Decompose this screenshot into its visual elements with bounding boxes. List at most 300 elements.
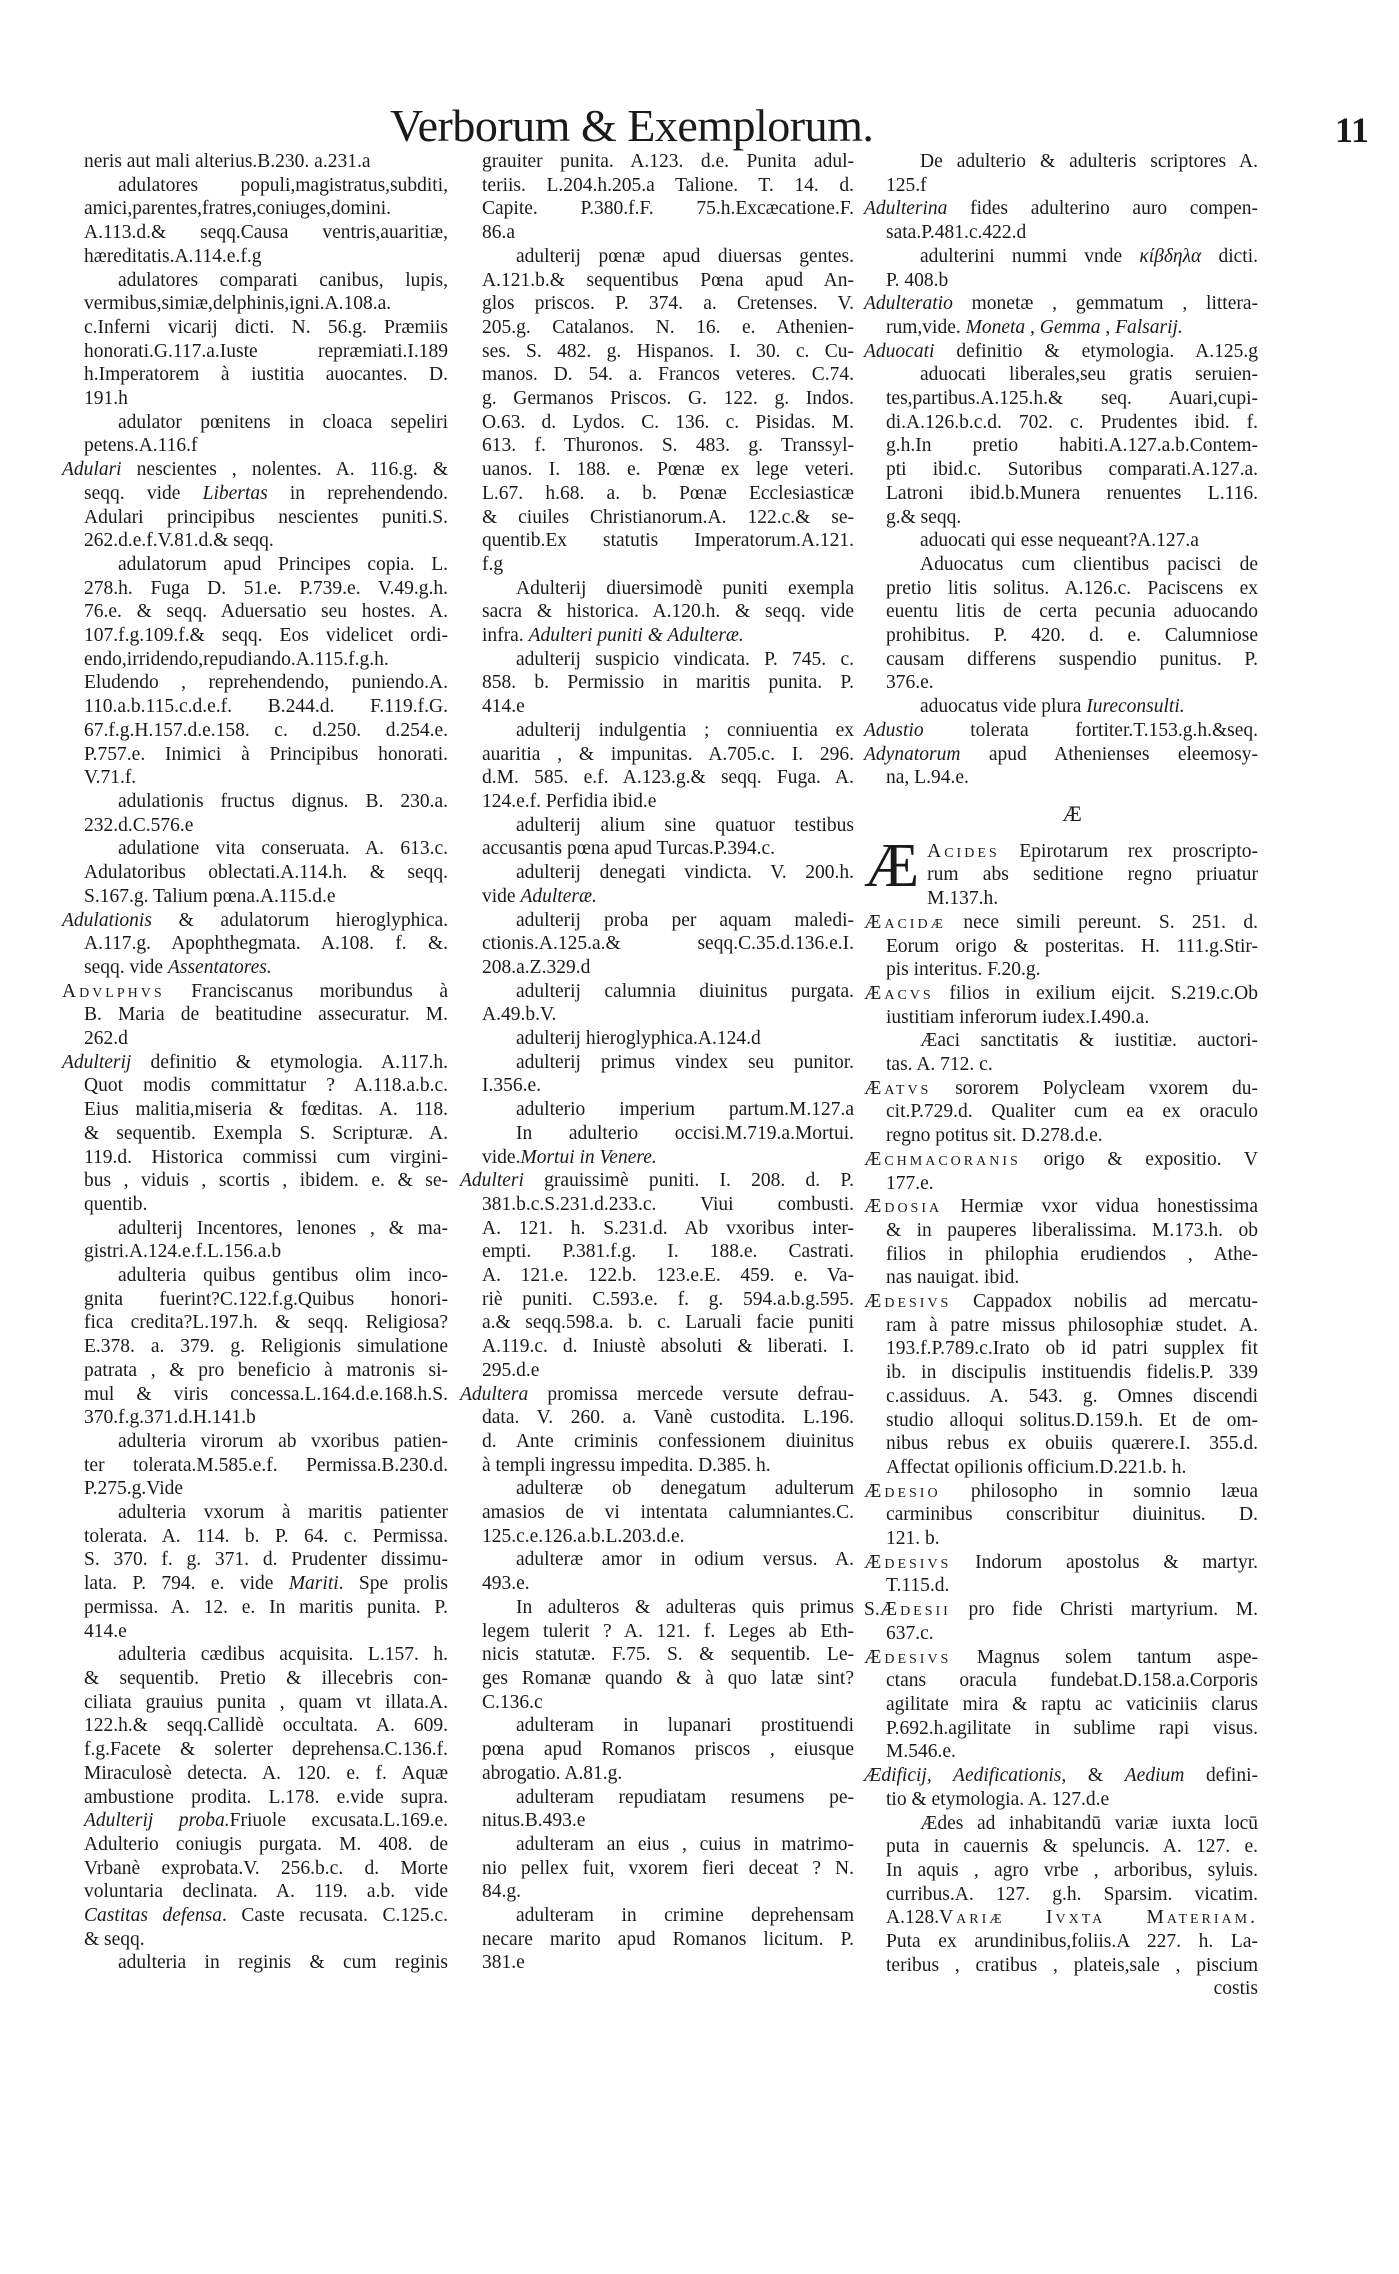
index-text: S. xyxy=(864,1599,880,1621)
index-line: pretio litis solitus. A.126.c. Paciscens ex xyxy=(886,577,1258,599)
index-line: 232.d.C.576.e xyxy=(84,814,194,836)
index-line: cit.P.729.d. Qualiter cum ea ex oraculo xyxy=(886,1101,1258,1123)
index-line: adulteria vxorum à maritis patienter xyxy=(118,1502,448,1524)
index-line: adulatorum apud Principes copia. L. xyxy=(118,553,448,575)
index-line: adulterij suspicio vindicata. P. 745. c. xyxy=(516,648,854,670)
index-line: agilitate mira & raptu ac vaticiniis clarus xyxy=(886,1694,1258,1715)
index-line: fica credita?L.197.h. & seqq. Religiosa? xyxy=(84,1312,448,1334)
index-line: 177.e. xyxy=(886,1172,934,1194)
index-line: g.h.In pretio habiti.A.127.a.b.Contem- xyxy=(886,435,1258,457)
index-line: ter tolerata.M.585.e.f. Permissa.B.230.d. xyxy=(84,1454,448,1476)
index-headword: Adulterij xyxy=(62,1051,132,1073)
index-line: na, L.94.e. xyxy=(886,767,969,789)
index-text: vide. xyxy=(482,1146,521,1168)
index-line: tas. A. 712. c. xyxy=(886,1054,993,1076)
index-line: Adulari principibus nescientes puniti.S. xyxy=(84,506,448,528)
index-line: rum abs seditione regno priuatur xyxy=(927,864,1258,886)
index-line: iustitiam inferorum iudex.I.490.a. xyxy=(886,1006,1150,1028)
index-headword: Adulterina xyxy=(864,198,948,220)
index-text: pro fide Christi martyrium. M. xyxy=(950,1599,1258,1621)
index-headword: Adulterij proba. xyxy=(84,1810,230,1832)
index-line xyxy=(864,1290,1258,1314)
index-headword: Ædesivs xyxy=(864,1291,952,1313)
index-line xyxy=(864,197,1258,221)
index-line xyxy=(864,1077,1258,1101)
index-text: seqq. vide xyxy=(84,956,168,978)
index-line: 376.e. xyxy=(886,672,934,694)
index-text: definitio & etymologia. A.117.h. xyxy=(131,1051,448,1073)
index-line: euentu litis de certa pecunia aduocando xyxy=(886,601,1258,623)
index-line xyxy=(84,1572,448,1596)
index-line: Miraculosè detecta. A. 120. e. f. Aquæ xyxy=(84,1762,448,1784)
index-line: regno potitus sit. D.278.d.e. xyxy=(886,1125,1103,1147)
index-line xyxy=(482,885,854,909)
index-line: B. Maria de beatitudine assecuratur. M. xyxy=(84,1004,448,1026)
index-line: ambustione prodita. L.178. e.vide supra. xyxy=(84,1786,448,1808)
index-column-3 xyxy=(864,150,1259,2001)
index-line: amasios de vi intentata calumniantes.C. xyxy=(482,1502,854,1524)
index-headword: Moneta , Gemma , Falsarij. xyxy=(965,316,1183,338)
index-headword: Adulationis xyxy=(62,909,152,931)
index-line: ctans oracula fundebat.D.158.a.Corporis xyxy=(886,1670,1258,1692)
index-headword: Assentatores. xyxy=(167,956,272,978)
index-line: teriis. L.204.h.205.a Talione. T. 14. d. xyxy=(482,174,854,196)
index-line: Puta ex arundinibus,foliis.A 227. h. La- xyxy=(886,1931,1258,1953)
index-line: nitus.B.493.e xyxy=(482,1810,586,1832)
index-text: nece simili pereunt. S. 251. d. xyxy=(946,911,1258,933)
index-line: tes,partibus.A.125.h.& seq. Auari,cupi- xyxy=(886,388,1258,410)
index-headword: Variæ Ivxta Materiam. xyxy=(939,1907,1258,1929)
index-line: carminibus conscribitur diuinitus. D. xyxy=(886,1504,1258,1526)
index-line xyxy=(62,909,448,933)
index-line: A.117.g. Apophthegmata. A.108. f. &. xyxy=(84,933,448,955)
index-line: endo,irridendo,repudiando.A.115.f.g.h. xyxy=(84,648,389,670)
index-headword: Ædesivs xyxy=(864,1646,952,1668)
index-text: . Caste recusata. C.125.c. xyxy=(222,1905,448,1927)
index-text: fides adulterino auro compen- xyxy=(947,198,1258,220)
index-line: In adulteros & adulteras quis primus xyxy=(516,1596,854,1618)
index-line: legem tulerit ? A. 121. f. Leges ab Eth- xyxy=(482,1620,854,1642)
index-column-1 xyxy=(62,150,448,1975)
index-headword: Iureconsulti. xyxy=(1086,696,1185,718)
index-line: adulterij hieroglyphica.A.124.d xyxy=(516,1028,761,1050)
index-line: adulteria virorum ab vxoribus patien- xyxy=(118,1430,448,1452)
index-line: adulterij calumnia diuinitus purgata. xyxy=(516,980,854,1002)
index-line: d. Ante criminis confessionem diuinitus xyxy=(482,1430,854,1452)
index-headword: Castitas defensa xyxy=(84,1905,223,1927)
index-text: tolerata fortiter.T.153.g.h.&seq. xyxy=(923,719,1258,741)
index-line: & ciuiles Christianorum.A. 122.c.& se- xyxy=(482,506,854,528)
index-text: adulterini nummi vnde xyxy=(920,245,1140,267)
index-line: f.g.Facete & solerter deprehensa.C.136.f. xyxy=(84,1739,448,1761)
index-headword: Aedium xyxy=(1124,1765,1185,1787)
index-line xyxy=(84,1904,448,1928)
index-line: a.& seqq.598.a. b. c. Laruali facie puniti xyxy=(482,1312,854,1334)
index-line: V.71.f. xyxy=(84,767,137,789)
index-line xyxy=(864,340,1258,364)
index-line: adulterij denegati vindicta. V. 200.h. xyxy=(516,862,854,884)
index-line: 637.c. xyxy=(886,1622,934,1644)
index-line: adulterij indulgentia ; conniuentia ex xyxy=(516,719,854,741)
index-line: causam differens suspendio punitus. P. xyxy=(886,648,1258,670)
index-line: bus , viduis , scortis , ibidem. e. & se- xyxy=(84,1170,448,1192)
index-line: neris aut mali alterius.B.230. a.231.a xyxy=(84,151,371,172)
index-line: In aquis , agro vrbe , arboribus, syluis. xyxy=(886,1859,1258,1881)
index-line: sata.P.481.c.422.d xyxy=(886,222,1027,244)
index-line: Aduocatus cum clientibus pacisci de xyxy=(920,553,1258,575)
index-text: grauissimè puniti. I. 208. d. P. xyxy=(523,1170,854,1192)
index-line xyxy=(864,1598,1258,1622)
index-line: Ædes ad inhabitandū variæ iuxta locū xyxy=(920,1812,1258,1834)
index-headword: Adulteri xyxy=(460,1170,524,1192)
index-line: 125.f xyxy=(886,174,927,196)
index-line: & in pauperes liberalissima. M.173.h. ob xyxy=(886,1219,1258,1241)
index-line: T.115.d. xyxy=(886,1575,950,1597)
index-line: à templi ingressu impedita. D.385. h. xyxy=(482,1454,771,1476)
index-headword: Ædesivs xyxy=(864,1551,952,1573)
index-line: curribus.A. 127. g.h. Sparsim. vicatim. xyxy=(886,1883,1258,1905)
index-text: Epirotarum rex proscripto- xyxy=(999,840,1258,862)
index-headword: Aduocati xyxy=(864,340,935,362)
index-text: Cappadox nobilis ad mercatu- xyxy=(951,1291,1258,1313)
index-text: Hermiæ vxor vidua honestissima xyxy=(942,1196,1258,1218)
index-headword: Libertas xyxy=(202,482,268,504)
index-text: infra. xyxy=(482,625,529,647)
index-line: filios in philophia erudiendos , Athe- xyxy=(886,1243,1258,1265)
index-line: 381.e xyxy=(482,1952,525,1974)
index-line: quentib. xyxy=(84,1193,148,1215)
index-line: 125.c.e.126.a.b.L.203.d.e. xyxy=(482,1525,685,1547)
index-line xyxy=(886,316,1258,340)
index-line: h.Imperatorem à iustitia auocantes. D. xyxy=(84,364,448,386)
index-line xyxy=(864,719,1258,743)
index-line: 414.e xyxy=(482,696,525,718)
index-line xyxy=(864,911,1258,935)
index-line: Eludendo , reprehendendo, puniendo.A. xyxy=(84,672,448,694)
index-line: adulatione vita conseruata. A. 613.c. xyxy=(118,838,448,860)
index-line: pis interitus. F.20.g. xyxy=(886,959,1041,981)
index-text: . Spe prolis xyxy=(338,1573,448,1595)
index-line xyxy=(864,1551,1258,1575)
index-line: 205.g. Catalanos. N. 16. e. Athenien- xyxy=(482,316,854,338)
index-line: aduocati qui esse nequeant?A.127.a xyxy=(920,530,1199,552)
index-line: S.167.g. Talium pœna.A.115.d.e xyxy=(84,885,336,907)
index-line: 208.a.Z.329.d xyxy=(482,956,591,978)
index-headword: Adulari xyxy=(62,459,122,481)
index-line: S. 370. f. g. 371. d. Prudenter dissimu- xyxy=(84,1549,448,1571)
index-line: di.A.126.b.c.d. 702. c. Prudentes ibid. f. xyxy=(886,411,1258,433)
index-line: adulteria quibus gentibus olim inco- xyxy=(118,1265,448,1287)
index-headword: Ædesii xyxy=(879,1599,951,1621)
drop-cap: Æ xyxy=(864,831,920,900)
index-line: 414.e xyxy=(84,1620,127,1642)
index-line xyxy=(886,1906,1258,1930)
index-text: nescientes , nolentes. A. 116.g. & xyxy=(121,459,448,481)
index-line: 858. b. Permissio in maritis punita. P. xyxy=(482,672,854,694)
index-text: Franciscanus moribundus à xyxy=(164,980,448,1002)
index-line: A.119.c. d. Iniustè absoluti & liberati. I. xyxy=(482,1336,854,1358)
index-text: apud Athenienses eleemosy- xyxy=(960,743,1258,765)
index-line: adulterij proba per aquam maledi- xyxy=(516,909,854,931)
index-line: In adulterio occisi.M.719.a.Mortui. xyxy=(516,1122,854,1144)
index-line: f.g xyxy=(482,553,504,575)
index-line xyxy=(864,743,1258,767)
index-line: ctionis.A.125.a.& seqq.C.35.d.136.e.I. xyxy=(482,933,854,955)
index-line: 381.b.c.S.231.d.233.c. Viui combusti. xyxy=(482,1193,854,1215)
index-line: 119.d. Historica commissi cum virgini- xyxy=(84,1146,448,1168)
index-line: nio pellex fuit, vxorem fieri deceat ? N. xyxy=(482,1857,854,1879)
index-line: O.63. d. Lydos. C. 136. c. Pisidas. M. xyxy=(482,411,854,433)
index-line: 295.d.e xyxy=(482,1359,540,1381)
index-text: definitio & etymologia. A.125.g xyxy=(934,340,1258,362)
index-line: c.assiduus. A. 543. g. Omnes discendi xyxy=(886,1385,1258,1407)
index-line: & seqq. xyxy=(84,1928,145,1950)
index-text: vide xyxy=(482,885,521,907)
index-headword: Æacidæ xyxy=(864,911,947,933)
index-text: sororem Polycleam vxorem du- xyxy=(931,1077,1258,1099)
index-headword: Mortui in Venere. xyxy=(520,1146,657,1168)
index-line: tio & etymologia. A. 127.d.e xyxy=(886,1788,1110,1810)
index-line: pœna apud Romanos priscos , eiusque xyxy=(482,1739,854,1761)
index-line: adulteram in crimine deprehensam xyxy=(516,1905,854,1927)
index-headword: Æatvs xyxy=(864,1077,932,1099)
index-line: Eius malitia,miseria & fœditas. A. 118. xyxy=(84,1099,448,1121)
index-line: adulterij pœnæ apud diuersas gentes. xyxy=(516,245,854,267)
index-text: in reprehendendo. xyxy=(267,482,448,504)
index-line: abrogatio. A.81.g. xyxy=(482,1762,623,1784)
index-line: adulteria cædibus acquisita. L.157. h. xyxy=(118,1644,448,1666)
index-line xyxy=(84,482,448,506)
index-headword: Advlphvs xyxy=(62,980,165,1002)
index-line: Latroni ibid.b.Munera renuentes L.116. xyxy=(886,482,1258,504)
index-line xyxy=(864,1195,1258,1219)
index-headword: Æchmacoranis xyxy=(864,1148,1021,1170)
index-line: P.275.g.Vide xyxy=(84,1478,184,1500)
index-text: philosopho in somnio læua xyxy=(940,1480,1258,1502)
index-line: adulteram an eius , cuius in matrimo- xyxy=(516,1833,854,1855)
index-line: prohibitus. P. 420. d. e. Calumniose xyxy=(886,625,1258,647)
index-line: tolerata. A. 114. b. P. 64. c. Permissa. xyxy=(84,1525,448,1547)
index-line xyxy=(864,292,1258,316)
index-line: 193.f.P.789.c.Irato ob id patri supplex fit xyxy=(886,1338,1258,1360)
index-line: gistri.A.124.e.f.L.156.a.b xyxy=(84,1241,282,1263)
index-line: Æaci sanctitatis & iustitiæ. auctori- xyxy=(920,1030,1258,1052)
index-line: permissa. A. 12. e. In maritis punita. P. xyxy=(84,1596,448,1618)
index-line: g. Germanos Priscos. G. 122. g. Indos. xyxy=(482,388,854,410)
index-line: P.757.e. Inimici à Principibus honorati. xyxy=(84,743,448,765)
index-headword: Adultera xyxy=(460,1383,529,1405)
index-line: & sequentib. Exempla S. Scripturæ. A. xyxy=(84,1122,448,1144)
index-line: adulteræ amor in odium versus. A. xyxy=(516,1549,854,1571)
index-line: mul & viris concessa.L.164.d.e.168.h.S. xyxy=(84,1383,448,1405)
index-line: grauiter punita. A.123. d.e. Punita adul- xyxy=(482,151,854,172)
index-line: Adulterio coniugis purgata. M. 408. de xyxy=(84,1833,448,1855)
index-line: A.121.b.& sequentibus Pœna apud An- xyxy=(482,269,854,291)
index-line xyxy=(864,1148,1258,1172)
index-line: Adulterij diuersimodè puniti exempla xyxy=(516,577,854,599)
index-line: A. 121.e. 122.b. 123.e.E. 459. e. Va- xyxy=(482,1265,854,1287)
index-line: 67.f.g.H.157.d.e.158. c. d.250. d.254.e. xyxy=(84,719,448,741)
index-line: 86.a xyxy=(482,222,516,244)
index-line xyxy=(62,980,448,1004)
index-line: ges Romanæ quando & à quo latæ sint? xyxy=(482,1668,854,1689)
index-line: patrata , & pro beneficio à matronis si- xyxy=(84,1359,448,1381)
index-text: promissa mercede versute defrau- xyxy=(528,1383,854,1405)
index-line: quentib.Ex statutis Imperatorum.A.121. xyxy=(482,530,854,552)
index-line: 124.e.f. Perfidia ibid.e xyxy=(482,790,657,812)
index-line: amici,parentes,fratres,coniuges,domini. xyxy=(84,198,392,220)
index-headword: Acides xyxy=(927,840,1000,862)
index-line: 191.h xyxy=(84,388,128,410)
index-line: E.378. a. 379. g. Religionis simulatione xyxy=(84,1336,448,1358)
index-text: A.128. xyxy=(886,1907,940,1929)
index-line xyxy=(886,245,1258,269)
index-line: 84.g. xyxy=(482,1881,521,1903)
section-letter-heading: Æ xyxy=(1062,800,1082,826)
index-line: adulteram in lupanari prostituendi xyxy=(516,1715,854,1737)
index-line: studio alloqui solitus.D.159.h. Et de om- xyxy=(886,1409,1258,1431)
index-line xyxy=(62,1051,448,1075)
running-title: Verborum & Exemplorum. xyxy=(390,100,874,151)
index-line: adulterij Incentores, lenones , & ma- xyxy=(118,1217,448,1239)
index-line: adulterij alium sine quatuor testibus xyxy=(516,814,854,836)
index-line xyxy=(482,1146,854,1170)
index-line: Capite. P.380.f.F. 75.h.Excæcatione.F. xyxy=(482,198,854,220)
page-number: 11 xyxy=(1335,110,1370,150)
index-headword: Adynatorum xyxy=(864,743,961,765)
index-headword: Ædosia xyxy=(864,1196,943,1218)
index-line: Affectat opilionis officium.D.221.b. h. xyxy=(886,1456,1187,1478)
index-line: adulteram repudiatam resumens pe- xyxy=(516,1786,854,1808)
index-line: hæreditatis.A.114.e.f.g xyxy=(84,245,262,267)
index-column-2 xyxy=(460,150,854,1975)
index-headword: Adulteræ. xyxy=(520,885,597,907)
index-line: adulterio imperium partum.M.127.a xyxy=(516,1099,854,1121)
index-line xyxy=(62,458,448,482)
index-line: adulteræ ob denegatum adulterum xyxy=(516,1478,854,1500)
index-headword: Adulteratio xyxy=(864,293,953,315)
index-line: 110.a.b.115.c.d.e.f. B.244.d. F.119.f.G. xyxy=(84,696,448,718)
index-line: 107.f.g.109.f.& seqq. Eos videlicet ordi- xyxy=(84,625,448,647)
index-line: Quot modis committatur ? A.118.a.b.c. xyxy=(84,1075,448,1097)
index-text: monetæ , gemmatum , littera- xyxy=(952,293,1258,315)
index-line: ib. in discipulis instituendis fidelis.P. 339 xyxy=(886,1362,1258,1384)
index-line xyxy=(84,956,448,980)
index-line: 613. f. Thuronos. S. 483. g. Transsyl- xyxy=(482,435,854,457)
index-line: gnita fuerint?C.122.f.g.Quibus honori- xyxy=(84,1288,448,1310)
index-line: & sequentib. Pretio & illecebris con- xyxy=(84,1668,448,1689)
index-line: data. V. 260. a. Vanè custodita. L.196. xyxy=(482,1407,854,1429)
index-line: M.137.h. xyxy=(927,888,999,910)
index-line: I.356.e. xyxy=(482,1075,542,1097)
index-line: adulationis fructus dignus. B. 230.a. xyxy=(118,790,448,812)
index-line: Eorum origo & posteritas. H. 111.g.Stir- xyxy=(886,935,1258,957)
index-line xyxy=(864,1480,1258,1504)
index-text: origo & expositio. V xyxy=(1020,1148,1258,1170)
index-headword: Æacvs xyxy=(864,982,934,1004)
index-headword: Ædificij, Aedificationis, xyxy=(864,1765,1067,1787)
index-line: accusantis pœna apud Turcas.P.394.c. xyxy=(482,838,776,860)
index-line xyxy=(460,1169,854,1193)
index-line: ram à patre missus philosophiæ studet. A. xyxy=(886,1314,1258,1336)
index-line: 370.f.g.371.d.H.141.b xyxy=(84,1407,256,1429)
index-line: Vrbanè exprobata.V. 256.b.c. d. Morte xyxy=(84,1857,448,1879)
index-line: empti. P.381.f.g. I. 188.e. Castrati. xyxy=(482,1241,854,1263)
index-text: filios in exilium eijcit. S.219.c.Ob xyxy=(933,982,1258,1004)
index-line: nibus rebus ex obuiis quærere.I. 355.d. xyxy=(886,1433,1258,1455)
index-line xyxy=(864,1646,1258,1670)
index-line: c.Inferni vicarij dicti. N. 56.g. Præmiis xyxy=(84,316,448,338)
index-line: aduocati liberales,seu gratis seruien- xyxy=(920,364,1258,386)
index-line: costis xyxy=(1213,1978,1258,2000)
index-text: Friuole excusata.L.169.e. xyxy=(229,1810,448,1832)
index-line xyxy=(460,1383,854,1407)
index-text: rum,vide. xyxy=(886,316,966,338)
index-line: manos. D. 54. a. Francos veteres. C.74. xyxy=(482,364,854,386)
index-line: C.136.c xyxy=(482,1691,543,1713)
index-line xyxy=(482,624,854,648)
index-line: necare marito apud Romanos licitum. P. xyxy=(482,1928,854,1950)
index-text: seqq. vide xyxy=(84,482,203,504)
index-line: adulatores populi,magistratus,subditi, xyxy=(118,174,448,196)
index-headword: Ædesio xyxy=(864,1480,941,1502)
index-line: 493.e. xyxy=(482,1573,530,1595)
index-line: A.113.d.& seqq.Causa ventris,auaritiæ, xyxy=(84,222,448,244)
index-line: petens.A.116.f xyxy=(84,435,198,457)
index-line: 262.d xyxy=(84,1028,128,1050)
index-headword: Adustio xyxy=(864,719,924,741)
index-line: A. 121. h. S.231.d. Ab vxoribus inter- xyxy=(482,1217,854,1239)
index-line: glos priscos. P. 374. a. Cretenses. V. xyxy=(482,293,854,315)
index-headword: κίβδηλα xyxy=(1139,245,1202,267)
index-line: adulatores comparati canibus, lupis, xyxy=(118,269,448,291)
index-line: adulteria in reginis & cum reginis xyxy=(118,1952,448,1974)
index-line: adulator pœnitens in cloaca sepeliri xyxy=(118,411,448,433)
index-text: Magnus solem tantum aspe- xyxy=(951,1646,1258,1668)
index-line: P.692.h.agilitate in sublime rapi visus. xyxy=(886,1717,1258,1739)
index-line xyxy=(886,695,1258,719)
index-line: nicis statutæ. F.75. S. & sequentib. Le- xyxy=(482,1644,854,1666)
index-headword: Mariti xyxy=(288,1573,339,1595)
index-line: 76.e. & seqq. Aduersatio seu hostes. A. xyxy=(84,601,448,623)
index-line: M.546.e. xyxy=(886,1741,956,1763)
index-line: honorati.G.117.a.Iuste repræmiati.I.189 xyxy=(84,340,448,362)
index-text: dicti. xyxy=(1201,245,1258,267)
index-line: auaritia , & impunitas. A.705.c. I. 296. xyxy=(482,743,854,765)
index-line: 278.h. Fuga D. 51.e. P.739.e. V.49.g.h. xyxy=(84,577,448,599)
index-line: De adulterio & adulteris scriptores A. xyxy=(920,151,1258,172)
index-line: uanos. I. 188. e. Pœnæ ex lege veteri. xyxy=(482,459,854,481)
index-line: pti ibid.c. Sutoribus comparati.A.127.a. xyxy=(886,459,1258,481)
index-line: sacra & historica. A.120.h. & seqq. vide xyxy=(482,601,854,623)
index-line xyxy=(864,1764,1258,1788)
index-line: L.67. h.68. a. b. Pœnæ Ecclesiasticæ xyxy=(482,482,854,504)
index-line: g.& seqq. xyxy=(886,506,962,528)
index-text: & adulatorum hieroglyphica. xyxy=(151,909,448,931)
index-line: adulterij primus vindex seu punitor. xyxy=(516,1051,854,1073)
index-line: voluntaria declinata. A. 119. a.b. vide xyxy=(84,1881,448,1903)
index-line: vermibus,simiæ,delphinis,igni.A.108.a. xyxy=(84,293,392,315)
index-line: d.M. 585. e.f. A.123.g.& seqq. Fuga. A. xyxy=(482,767,854,789)
index-line: A.49.b.V. xyxy=(482,1004,557,1026)
index-line: ses. S. 482. g. Hispanos. I. 30. c. Cu- xyxy=(482,340,854,362)
index-line: 121. b. xyxy=(886,1528,940,1550)
index-text: Indorum apostolus & martyr. xyxy=(951,1551,1258,1573)
index-line xyxy=(84,1809,448,1833)
index-line: 122.h.& seqq.Callidè occultata. A. 609. xyxy=(84,1715,448,1737)
index-headword: Adulteri puniti & Adulteræ. xyxy=(528,625,744,647)
index-line: riè puniti. C.593.e. f. g. 594.a.b.g.595. xyxy=(482,1288,854,1310)
